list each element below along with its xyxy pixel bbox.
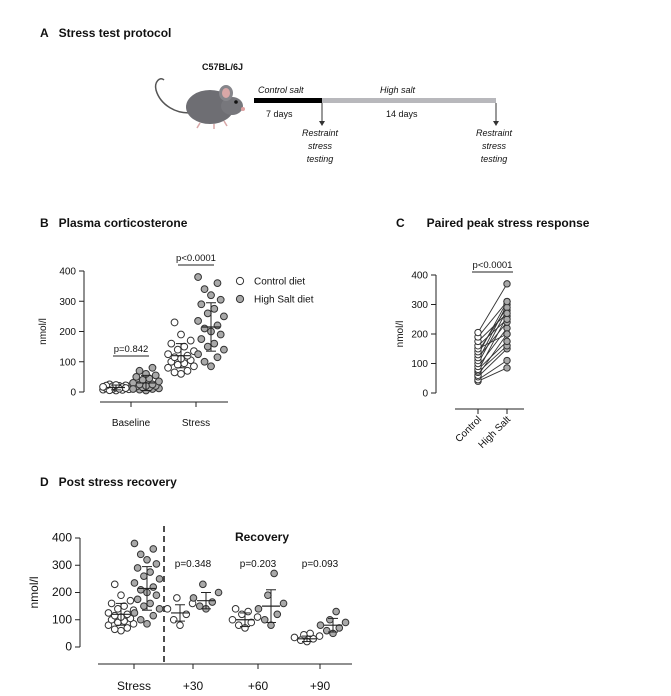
panel-b-letter: B xyxy=(40,216,49,230)
panel-d-letter: D xyxy=(40,475,49,489)
d-highsalt-point xyxy=(144,557,151,564)
d-highsalt-point xyxy=(153,561,160,568)
d-control-point xyxy=(111,612,118,619)
d-highsalt-point xyxy=(137,616,144,623)
c-y-tick-label: 400 xyxy=(411,270,428,282)
c-y-tick-label: 200 xyxy=(411,329,428,341)
d-control-point xyxy=(232,606,239,613)
d-y-tick-label: 300 xyxy=(51,557,72,572)
d-highsalt-point xyxy=(134,565,141,572)
d-highsalt-point xyxy=(327,616,334,623)
d-x-tick-label: +90 xyxy=(309,679,331,693)
b-pvalue-label: p=0.842 xyxy=(113,344,149,355)
d-highsalt-point xyxy=(280,600,287,607)
c-y-tick-label: 0 xyxy=(422,388,428,400)
d-control-point xyxy=(235,622,242,629)
test2-line2: stress xyxy=(481,141,507,151)
d-control-point xyxy=(183,611,190,618)
d-control-point xyxy=(105,610,112,617)
d-highsalt-point xyxy=(271,570,278,577)
d-control-point xyxy=(118,592,125,599)
d-highsalt-point xyxy=(150,584,157,591)
b-y-tick-label: 200 xyxy=(59,327,76,338)
d-highsalt-point xyxy=(150,546,157,553)
d-control-point xyxy=(177,622,184,629)
b-legend-label: High Salt diet xyxy=(254,294,314,306)
d-highsalt-point xyxy=(215,589,222,596)
d-pvalue-label: p=0.093 xyxy=(301,559,339,570)
c-pvalue-label: p<0.0001 xyxy=(472,260,513,271)
c-y-tick-label: 300 xyxy=(411,300,428,311)
d-highsalt-point xyxy=(137,551,144,558)
d-control-point xyxy=(111,581,118,588)
d-control-point xyxy=(254,614,261,621)
d-y-tick-label: 100 xyxy=(51,612,72,627)
d-highsalt-point xyxy=(255,606,262,613)
d-highsalt-point xyxy=(141,603,148,610)
high-salt-label: High salt xyxy=(380,85,416,95)
c-y-axis-label: nmol/l xyxy=(395,320,406,348)
d-control-point xyxy=(111,626,118,633)
d-highsalt-point xyxy=(342,619,349,626)
d-control-point xyxy=(115,606,122,613)
d-y-tick-label: 0 xyxy=(65,639,72,654)
panel-c-letter: C xyxy=(396,216,405,230)
test2-line1: Restraint xyxy=(475,128,513,138)
d-control-point xyxy=(245,608,252,615)
d-control-point xyxy=(291,634,298,641)
d-control-point xyxy=(301,631,308,638)
d-y-tick-label: 400 xyxy=(51,530,72,545)
c-x-tick-label: Control xyxy=(453,414,485,445)
d-highsalt-point xyxy=(156,576,163,583)
d-highsalt-point xyxy=(333,608,340,615)
d-control-point xyxy=(164,606,171,613)
d-control-point xyxy=(108,600,115,607)
d-highsalt-point xyxy=(131,610,138,617)
panel-d-title-text: Post stress recovery xyxy=(58,475,177,489)
b-x-tick-label: Stress xyxy=(181,418,211,429)
c-x-tick-label: High Salt xyxy=(476,414,514,451)
b-y-axis-label: nmol/l xyxy=(38,318,49,345)
b-pvalue-label: p<0.0001 xyxy=(176,253,216,264)
d-highsalt-point xyxy=(153,592,160,599)
d-highsalt-point xyxy=(209,599,216,606)
d-highsalt-point xyxy=(141,573,148,580)
b-x-tick-label: Baseline xyxy=(111,418,151,429)
d-highsalt-point xyxy=(144,621,151,628)
d-control-point xyxy=(118,627,125,634)
d-highsalt-point xyxy=(317,622,324,629)
d-recovery-label: Recovery xyxy=(234,530,290,544)
test1-line3: testing xyxy=(306,154,334,164)
d-pvalue-label: p=0.203 xyxy=(239,559,277,570)
test2-line3: testing xyxy=(480,154,508,164)
d-highsalt-point xyxy=(190,595,197,602)
d-highsalt-point xyxy=(150,612,157,619)
d-highsalt-point xyxy=(147,569,154,576)
phase1-duration: 7 days xyxy=(266,109,293,119)
b-y-tick-label: 300 xyxy=(59,296,76,308)
d-x-tick-label: +30 xyxy=(182,679,204,693)
d-control-point xyxy=(239,611,246,618)
b-y-tick-label: 400 xyxy=(59,266,76,278)
strain-label: C57BL/6J xyxy=(202,62,244,72)
panel-b-title-text: Plasma corticosterone xyxy=(58,216,188,230)
d-highsalt-point xyxy=(137,586,144,593)
panel-c-title-text: Paired peak stress response xyxy=(426,216,590,230)
d-y-tick-label: 200 xyxy=(51,585,72,599)
d-control-point xyxy=(174,595,181,602)
c-y-tick-label: 100 xyxy=(411,359,428,370)
d-highsalt-point xyxy=(156,606,163,613)
d-control-point xyxy=(127,597,134,604)
b-y-tick-label: 0 xyxy=(70,387,76,399)
d-control-point xyxy=(316,633,323,640)
d-highsalt-point xyxy=(265,592,272,599)
d-highsalt-point xyxy=(134,596,141,603)
d-highsalt-point xyxy=(274,611,281,618)
phase2-duration: 14 days xyxy=(386,109,418,119)
panel-a-letter: A xyxy=(40,26,49,40)
d-y-axis-label: nmol/l xyxy=(27,576,41,609)
b-legend-label: Control diet xyxy=(254,276,306,288)
d-highsalt-point xyxy=(131,580,138,587)
test1-line1: Restraint xyxy=(301,128,339,138)
test1-line2: stress xyxy=(307,141,333,151)
d-control-point xyxy=(229,616,236,623)
control-salt-label: Control salt xyxy=(258,85,304,95)
d-x-tick-label: Stress xyxy=(116,679,152,693)
d-highsalt-point xyxy=(200,581,207,588)
d-highsalt-point xyxy=(147,600,154,607)
d-control-point xyxy=(170,616,177,623)
b-y-tick-label: 100 xyxy=(59,357,76,369)
d-highsalt-point xyxy=(131,540,138,547)
d-x-tick-label: +60 xyxy=(247,679,269,693)
d-pvalue-label: p=0.348 xyxy=(174,559,212,570)
d-highsalt-point xyxy=(323,627,330,634)
panel-a-title-text: Stress test protocol xyxy=(58,26,172,40)
